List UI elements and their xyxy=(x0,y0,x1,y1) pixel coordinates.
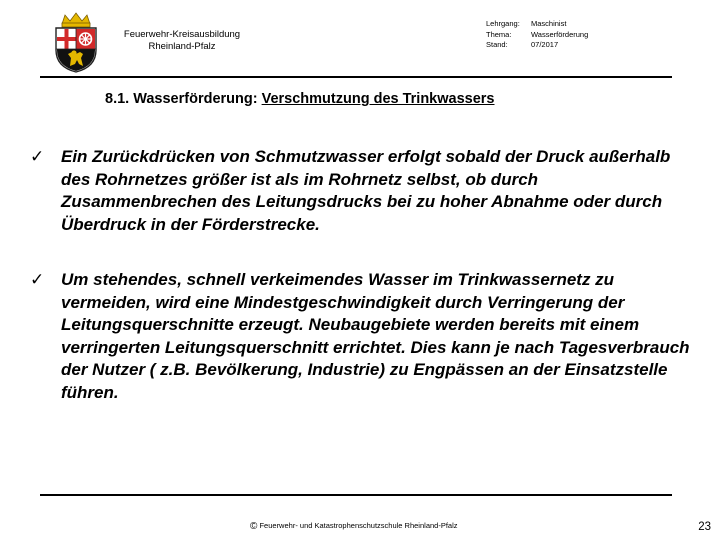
crown-icon xyxy=(62,13,90,27)
organization-line-1: Feuerwehr-Kreisausbildung xyxy=(123,29,241,40)
checkmark-icon: ✓ xyxy=(30,147,45,166)
slide-title-prefix: 8.1. Wasserförderung: xyxy=(105,91,262,107)
footer-divider xyxy=(40,494,672,496)
bullet-item xyxy=(30,146,690,236)
slide-title-subject: Verschmutzung des Trinkwassers xyxy=(261,91,495,107)
coat-of-arms-icon xyxy=(50,12,102,74)
meta-row-topic xyxy=(486,30,588,41)
header-divider xyxy=(40,76,672,78)
checkmark-icon: ✓ xyxy=(30,270,45,289)
meta-value: Wasserförderung xyxy=(531,29,589,39)
meta-value: Maschinist xyxy=(531,19,567,28)
organization-line-2: Rheinland-Pfalz xyxy=(148,41,216,52)
slide-title xyxy=(105,91,495,107)
footer-text: Feuerwehr- und Katastrophenschutzschule Rheinland-Pfalz xyxy=(259,521,458,530)
bullet-text: Ein Zurückdrücken von Schmutzwasser erfolgt sobald der Druck außerhalb des Rohrnetzes größer ist als im Rohrnetz selbst, ob durch Zusammenbrechen des Leitungsdrucks bei zu hoher Abnahme oder durch Überdruck in der Förderstrecke. xyxy=(61,147,671,234)
meta-row-course xyxy=(486,19,588,30)
copyright-icon: © xyxy=(250,521,258,532)
meta-value: 07/2017 xyxy=(531,40,559,49)
meta-row-status xyxy=(486,40,588,51)
page-number: 23 xyxy=(698,521,711,533)
bullet-item xyxy=(30,269,690,404)
organization-label xyxy=(108,29,256,53)
meta-key: Lehrgang: xyxy=(486,19,520,28)
course-meta xyxy=(486,19,588,51)
meta-key: Stand: xyxy=(486,40,508,49)
footer-credit xyxy=(250,521,458,532)
bullet-text: Um stehendes, schnell verkeimendes Wasser im Trinkwassernetz zu vermeiden, wird eine Mindestgeschwindigkeit durch Verringerung der Leitungsquerschnitte erzeugt. Neubaugebiete werden bereits mit einem verringerten Leitungsquerschnitt errichtet. Dies kann je nach Tagesverbrauch der Nutzer ( z.B. Bevölkerung, Industrie) zu Engpässen an der Einsatzstelle führen. xyxy=(61,270,690,402)
meta-key: Thema: xyxy=(486,29,512,39)
